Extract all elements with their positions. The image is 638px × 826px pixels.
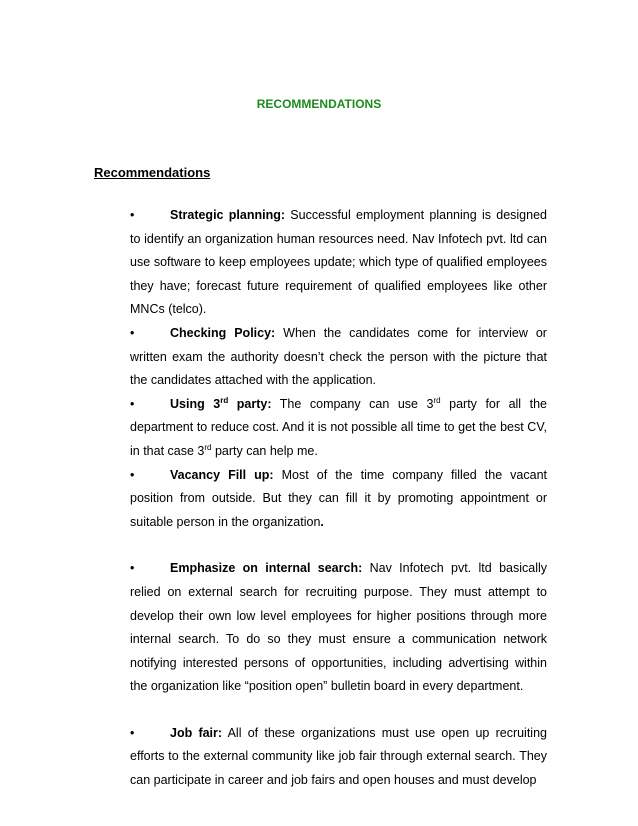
bullet-marker: • — [130, 208, 135, 222]
recommendation-item-strategic-planning — [130, 204, 547, 322]
recommendation-item-third-party — [130, 393, 547, 464]
item-term: Checking Policy: — [170, 325, 276, 340]
superscript: rd — [220, 395, 229, 405]
item-text: All of these organizations must use open up recruiting efforts to the external community like job fair through external search. They can participate in career and job fairs and open houses and must develop — [130, 725, 547, 788]
bullet-marker: • — [130, 561, 135, 576]
item-text: The company can use 3rd party for all the department to reduce cost. And it is not possible all time to get the best CV, in that case 3rd party can help me. — [130, 395, 547, 458]
item-term: Vacancy Fill up: — [170, 467, 274, 482]
section-heading: Recommendations — [94, 165, 211, 180]
recommendation-item-job-fair — [130, 722, 547, 793]
superscript: rd — [204, 442, 212, 452]
page-title: RECOMMENDATIONS — [256, 97, 382, 111]
item-text: Most of the time company filled the vacant position from outside. But they can fill it by promoting appointment or suitable person in the organization — [130, 467, 548, 529]
item-term: Job fair: — [170, 725, 223, 740]
superscript: rd — [433, 395, 441, 405]
bullet-marker: • — [130, 467, 135, 482]
item-term: Emphasize on internal search: — [170, 561, 363, 576]
item-end-period: . — [320, 514, 324, 529]
item-term: Using 3rd party: — [170, 395, 272, 411]
item-text: When the candidates come for interview or written exam the authority doesn’t check the person with the picture that the candidates attached with the application. — [130, 325, 547, 388]
item-text: Nav Infotech pvt. ltd basically relied on external search for recruiting purpose. They must attempt to develop their own low level employees for higher positions through more internal search. To do so they must ensure a communication network notifying interested persons of opportunities, including advertising within the organization like “position open” bulletin board in every department. — [130, 561, 548, 694]
item-text: Successful employment planning is designed to identify an organization human resources need. Nav Infotech pvt. ltd can use software to keep employees update; which type of qualified employees they have; forecast future requirement of qualified employees like other MNCs (telco). — [130, 208, 547, 317]
bullet-marker: • — [130, 396, 135, 411]
recommendation-item-vacancy-fill-up — [130, 464, 547, 535]
recommendation-item-internal-search — [130, 557, 547, 699]
item-term: Strategic planning: — [170, 208, 286, 222]
bullet-marker: • — [130, 325, 135, 340]
recommendation-item-checking-policy — [130, 322, 547, 393]
recommendation-list — [130, 204, 547, 793]
bullet-marker: • — [130, 725, 135, 740]
